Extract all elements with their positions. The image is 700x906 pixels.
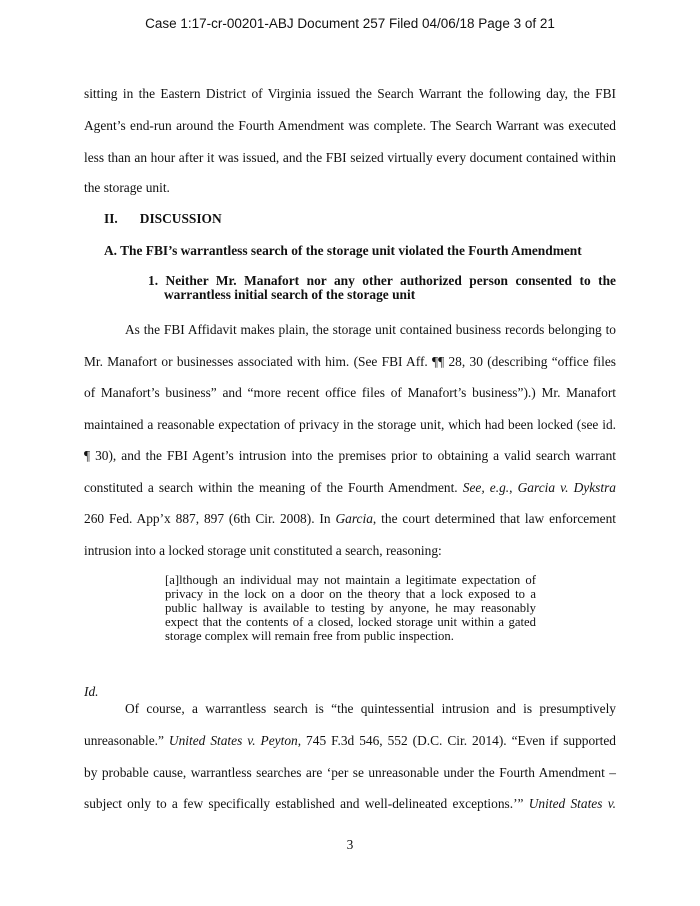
body-line: less than an hour after it was issued, and the FBI seized virtually every document contained within: [84, 150, 616, 165]
body-line: ¶ 30), and the FBI Agent’s intrusion into the premises prior to obtaining a valid search warrant: [84, 448, 616, 463]
body-line: Mr. Manafort or businesses associated with him. (See FBI Aff. ¶¶ 28, 30 (describing “office files: [84, 354, 616, 369]
subsection-heading: A. The FBI’s warrantless search of the storage unit violated the Fourth Amendment: [104, 243, 582, 258]
subsubsection-line: warrantless initial search of the storage unit: [164, 287, 416, 302]
body-line: Agent’s end-run around the Fourth Amendment was complete. The Search Warrant was executed: [84, 118, 616, 133]
body-line: sitting in the Eastern District of Virginia issued the Search Warrant the following day, the FBI: [84, 86, 616, 101]
section-heading: [104, 211, 636, 227]
body-line: subject only to a few specifically established and well-delineated exceptions.’” United States v.: [84, 796, 616, 811]
subsubsection-line: 1. Neither Mr. Manafort nor any other authorized person consented to the: [148, 273, 616, 288]
subsubsection-heading: [148, 274, 616, 302]
body-line: intrusion into a locked storage unit constituted a search, reasoning:: [84, 543, 442, 558]
section-number: II.: [104, 211, 118, 226]
body-line: 260 Fed. App’x 887, 897 (6th Cir. 2008). In Garcia, the court determined that law enforcement: [84, 511, 616, 526]
body-line: maintained a reasonable expectation of privacy in the storage unit, which had been locked (see id.: [84, 417, 616, 432]
citation-id: Id.: [84, 684, 99, 699]
body-line: Of course, a warrantless search is “the quintessential intrusion and is presumptively: [125, 701, 616, 716]
block-quote: [a]lthough an individual may not maintain a legitimate expectation of privacy in the lock on a door on the theory that a lock exposed to a public hallway is available to testing by anyone, he may reasonably expect that the contents of a closed, locked storage unit within a gated storage complex will remain free from public inspection.: [165, 573, 536, 643]
case-header: Case 1:17-cr-00201-ABJ Document 257 Filed 04/06/18 Page 3 of 21: [145, 16, 555, 31]
body-line: of Manafort’s business” and “more recent office files of Manafort’s business”).) Mr. Manafort: [84, 385, 616, 400]
section-title: DISCUSSION: [139, 211, 222, 226]
body-line: the storage unit.: [84, 180, 170, 195]
body-line: As the FBI Affidavit makes plain, the storage unit contained business records belonging to: [125, 322, 616, 337]
page-number: 3: [346, 837, 354, 852]
body-line: constituted a search within the meaning of the Fourth Amendment. See, e.g., Garcia v. Dykstra: [84, 480, 616, 495]
body-line: by probable cause, warrantless searches are ‘per se unreasonable under the Fourth Amendment –: [84, 765, 616, 780]
body-line: unreasonable.” United States v. Peyton, 745 F.3d 546, 552 (D.C. Cir. 2014). “Even if supported: [84, 733, 617, 748]
